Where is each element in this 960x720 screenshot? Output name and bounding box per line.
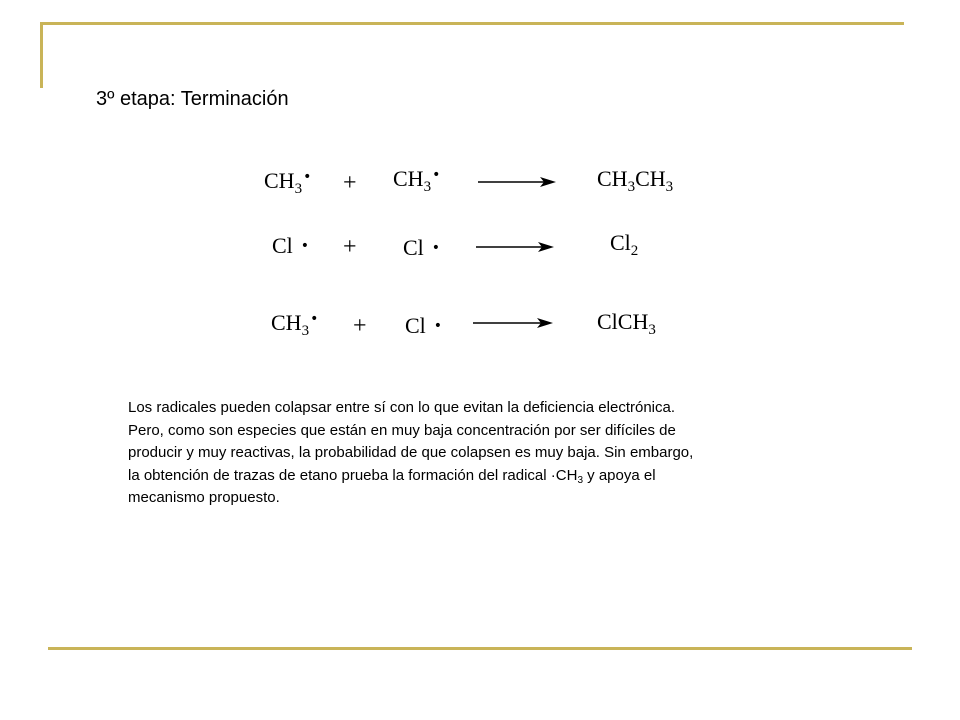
reactant-symbol: Cl — [403, 235, 424, 260]
reaction-arrow-icon — [478, 175, 556, 189]
product-subscript: 2 — [630, 243, 639, 259]
reaction-2-reactant-1 — [272, 235, 309, 257]
reaction-2-reactant-2 — [403, 237, 440, 259]
reactant-symbol: CH — [393, 166, 424, 191]
top-border-line — [40, 22, 904, 25]
reaction-3-reactant-2 — [405, 315, 442, 337]
reactant-subscript: 3 — [294, 181, 303, 197]
paragraph-text: la obtención de trazas de etano prueba la formación del radical ·CH — [128, 466, 578, 484]
reactant-symbol: CH — [264, 168, 295, 193]
product-subscript: 3 — [627, 179, 636, 195]
reaction-arrow-icon — [476, 240, 554, 254]
reactant-symbol: Cl — [272, 233, 293, 258]
reaction-2-product — [610, 232, 638, 259]
paragraph-subscript: 3 — [577, 474, 583, 486]
bottom-border-line — [48, 647, 912, 650]
paragraph-line — [128, 465, 848, 488]
paragraph-line: mecanismo propuesto. — [128, 489, 280, 506]
reactant-symbol: Cl — [405, 313, 426, 338]
paragraph-line: producir y muy reactivas, la probabilidad de que colapsen es muy baja. Sin embargo, — [128, 444, 694, 461]
radical-dot-icon: • — [432, 167, 441, 183]
slide-title: 3º etapa: Terminación — [96, 88, 289, 110]
reactant-symbol: CH — [271, 310, 302, 335]
reaction-3-plus: + — [353, 313, 367, 339]
product-subscript: 3 — [665, 179, 674, 195]
paragraph-line: Pero, como son especies que están en muy baja concentración por ser difíciles de — [128, 421, 676, 439]
paragraph-line: Los radicales pueden colapsar entre sí con lo que evitan la deficiencia electrónica. — [128, 399, 676, 416]
product-symbol: CH — [597, 166, 628, 191]
radical-dot-icon: • — [433, 318, 443, 334]
reactant-subscript: 3 — [423, 179, 432, 195]
reaction-1-product — [597, 168, 673, 195]
explanation-paragraph — [128, 397, 848, 510]
reaction-arrow-icon — [473, 316, 553, 330]
left-border-line — [40, 22, 43, 88]
reaction-3-reactant-1 — [271, 312, 318, 339]
reaction-1-reactant-1 — [264, 170, 311, 197]
product-symbol: ClCH — [597, 309, 649, 334]
reaction-1-plus: + — [343, 170, 357, 196]
radical-dot-icon: • — [310, 311, 319, 327]
product-symbol: CH — [635, 166, 666, 191]
radical-dot-icon: • — [300, 238, 310, 254]
reactant-subscript: 3 — [301, 323, 310, 339]
reaction-1-reactant-2 — [393, 168, 440, 195]
reaction-2-plus: + — [343, 234, 357, 260]
radical-dot-icon: • — [303, 169, 312, 185]
product-symbol: Cl — [610, 230, 631, 255]
paragraph-text: y apoya el — [583, 466, 656, 484]
product-subscript: 3 — [648, 322, 656, 338]
reaction-3-product — [597, 311, 656, 338]
radical-dot-icon: • — [431, 240, 441, 256]
